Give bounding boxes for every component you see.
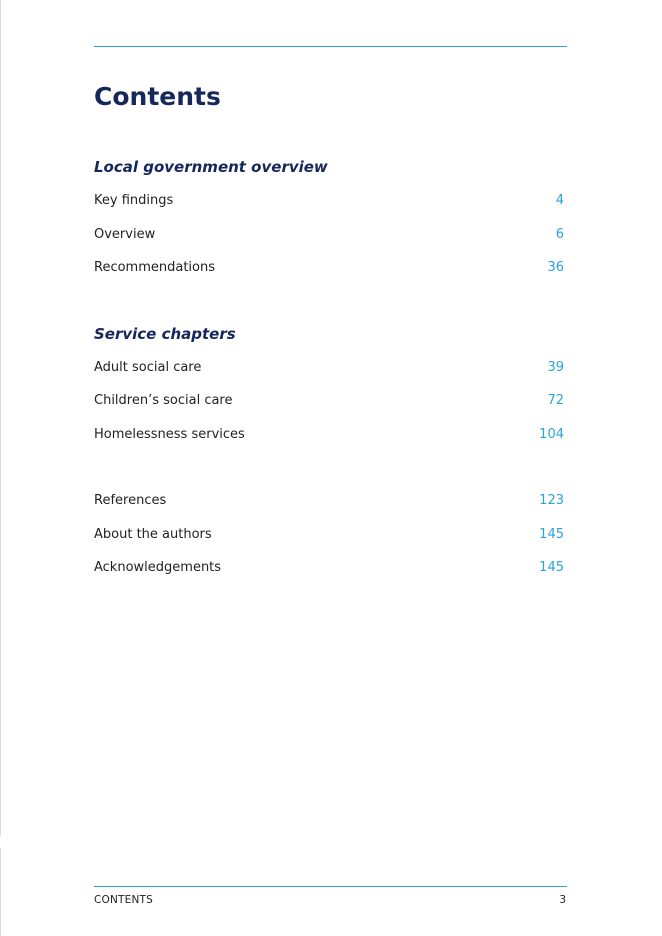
page-title: Contents [94, 82, 221, 111]
toc-entry-page-number: 145 [539, 527, 564, 542]
toc-entry-adult-social-care[interactable] [94, 358, 564, 378]
toc-entry-homelessness-services[interactable] [94, 425, 564, 445]
page-edge-lower [0, 848, 1, 936]
toc-entry-page-number: 39 [547, 360, 564, 375]
toc-entry-acknowledgements[interactable] [94, 558, 564, 578]
toc-entry-label: Recommendations [94, 260, 216, 275]
section-heading-service-chapters: Service chapters [94, 325, 236, 343]
toc-entry-label: Overview [94, 227, 156, 242]
toc-entry-page-number: 36 [547, 260, 564, 275]
footer-section-label: CONTENTS [94, 894, 154, 906]
toc-entry-page-number: 6 [555, 227, 564, 242]
section-heading-local-government-overview: Local government overview [94, 158, 328, 176]
toc-entry-references[interactable] [94, 491, 564, 511]
toc-entry-label: Key findings [94, 193, 174, 208]
toc-entry-label: References [94, 493, 167, 508]
toc-entry-page-number: 123 [539, 493, 564, 508]
footer-rule [94, 886, 567, 887]
toc-entry-about-the-authors[interactable] [94, 525, 564, 545]
toc-entry-label: Homelessness services [94, 427, 245, 442]
toc-entry-label: About the authors [94, 527, 212, 542]
toc-entry-label: Children’s social care [94, 393, 233, 408]
toc-entry-childrens-social-care[interactable] [94, 391, 564, 411]
toc-entry-page-number: 4 [555, 193, 564, 208]
top-rule [94, 46, 567, 47]
toc-entry-label: Acknowledgements [94, 560, 222, 575]
page-edge [0, 0, 1, 836]
toc-entry-page-number: 72 [547, 393, 564, 408]
toc-entry-recommendations[interactable] [94, 258, 564, 278]
toc-entry-key-findings[interactable] [94, 191, 564, 211]
toc-entry-label: Adult social care [94, 360, 202, 375]
toc-entry-page-number: 104 [539, 427, 564, 442]
footer-page-number: 3 [559, 894, 566, 906]
toc-entry-overview[interactable] [94, 225, 564, 245]
toc-entry-page-number: 145 [539, 560, 564, 575]
